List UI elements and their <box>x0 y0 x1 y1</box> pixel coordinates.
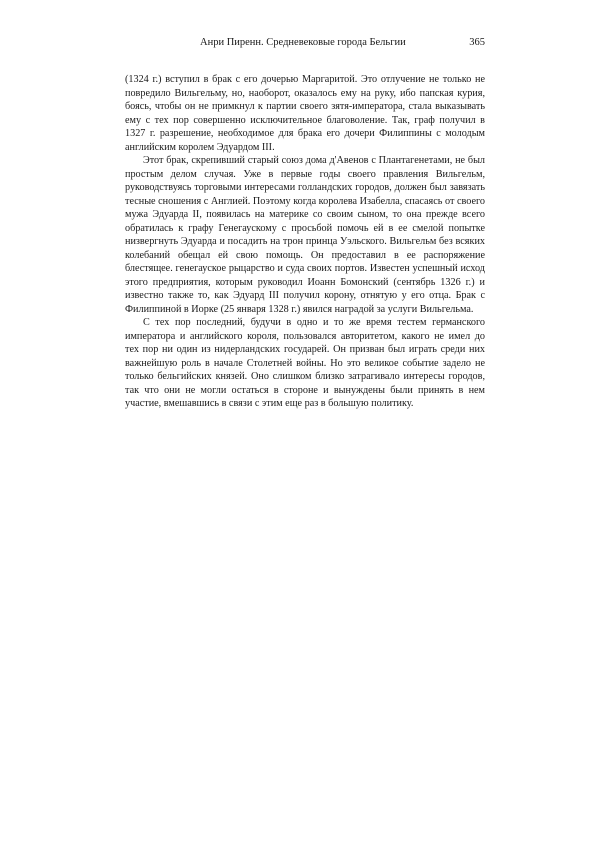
text-line: так что они не могли остаться в стороне и вынуждены были принять в нем <box>125 384 485 396</box>
text-line: Этот брак, скрепивший старый союз дома д'Авенов с Плантагенетами, не был <box>143 155 485 166</box>
text-line: только бельгийских князей. Оно слишком близко затрагивало интересы городов, <box>125 371 485 382</box>
text-line: известно также то, как Эдуард III получил корону, отнятую у его отца. Брак с <box>125 290 485 301</box>
text-line: простым делом случая. Уже в первые годы своего правления Вильгельм, <box>125 168 485 180</box>
text-line: С тех пор последний, будучи в одно и то же время тестем германского <box>143 317 485 328</box>
paragraph-3 <box>125 316 485 411</box>
text-line: тесные сношения с Англией. Поэтому когда королева Изабелла, спасаясь от своего <box>125 195 485 207</box>
text-line: английским королем Эдуардом III. <box>125 141 275 153</box>
running-header <box>125 35 485 51</box>
text-line: ему с тех пор совершенно исключительное благоволение. Так, граф получил в <box>125 114 485 126</box>
paragraph-1 <box>125 73 485 154</box>
text-line: императора и английского короля, пользовался авторитетом, какого не имел до <box>125 330 485 342</box>
text-line: мужа Эдуарда II, появилась на материке со своим сыном, то она прежде всего <box>125 209 485 220</box>
text-line: 1327 г. разрешение, необходимое для брака его дочери Филиппины с молодым <box>125 128 485 139</box>
text-line: тех пор ни один из нидерландских государей. Он призван был играть среди них <box>125 344 485 355</box>
text-line: низвергнуть Эдуарда и посадить на трон принца Уэльского. Вильгельм без всяких <box>125 236 485 247</box>
text-line: руководствуясь торговыми интересами голландских городов, должен был завязать <box>125 182 485 193</box>
text-line: колебаний обещал ей свою помощь. Он предоставил в ее распоряжение <box>125 249 485 261</box>
text-line: повредило Вильгельму, но, наоборот, оказалось ему на руку, ибо папская курия, <box>125 87 485 99</box>
text-line: важнейшую роль в начале Столетней войны. Но это великое событие задело не <box>125 357 485 369</box>
page-body <box>125 73 485 411</box>
text-line: (1324 г.) вступил в брак с его дочерью Маргаритой. Это отлучение не только не <box>125 74 485 85</box>
page-number: 365 <box>469 37 485 48</box>
header-title: Анри Пиренн. Средневековые города Бельгии <box>200 37 406 48</box>
paragraph-2 <box>125 154 485 316</box>
text-line: Филиппиной в Иорке (25 января 1328 г.) явился наградой за услуги Вильгельма. <box>125 303 474 315</box>
text-line: участие, вмешавшись в связи с этим еще раз в большую политику. <box>125 398 414 409</box>
text-line: блестящее. генегауское рыцарство и суда своих портов. Известен успешный исход <box>125 263 485 274</box>
text-line: боясь, чтобы он не примкнул к партии своего зятя-императора, стала выказывать <box>125 101 485 112</box>
text-line: обратилась к графу Генегаускому с просьбой помочь ей в ее смелой попытке <box>125 222 485 234</box>
text-line: этого предприятия, которым руководил Иоанн Бомонский (сентябрь 1326 г.) и <box>125 276 485 288</box>
